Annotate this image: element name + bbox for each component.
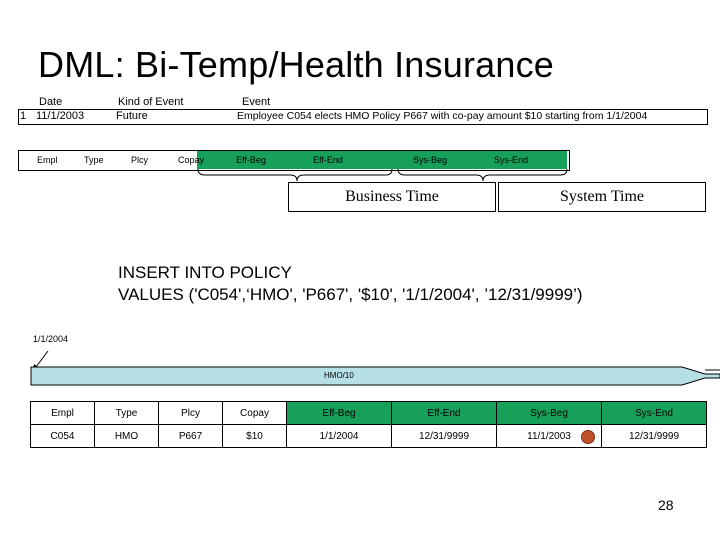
schema-col-plcy: Plcy [131,155,149,165]
header-event: Event [242,96,271,108]
result-cell-eff-beg: 1/1/2004 [287,425,392,448]
result-data-row [31,425,707,448]
result-header-plcy: Plcy [159,402,223,425]
event-row-kind: Future [116,110,148,122]
result-table [30,401,707,448]
result-cell-empl: C054 [31,425,95,448]
result-cell-eff-end: 12/31/9999 [392,425,497,448]
schema-col-sys-beg: Sys-Beg [413,155,448,165]
schema-col-eff-end: Eff-End [313,155,343,165]
header-date: Date [39,96,63,108]
schema-col-type: Type [84,155,104,165]
sql-line-2: VALUES ('C054',‘HMO', 'P667', '$10', '1/1/2004', ’12/31/9999’) [118,285,583,304]
result-header-row [31,402,707,425]
page-number: 28 [658,497,674,513]
schema-col-eff-beg: Eff-Beg [236,155,266,165]
result-header-copay: Copay [223,402,287,425]
result-header-eff-end: Eff-End [392,402,497,425]
timeline-start-date: 1/1/2004 [33,334,69,344]
result-header-type: Type [95,402,159,425]
result-cell-sys-end: 12/31/9999 [602,425,707,448]
event-row-date: 11/1/2003 [36,110,85,122]
event-row-description: Employee C054 elects HMO Policy P667 with co-pay amount $10 starting from 1/1/2004 [237,110,648,122]
result-cell-plcy: P667 [159,425,223,448]
result-header-sys-end: Sys-End [602,402,707,425]
sql-line-1: INSERT INTO POLICY [118,263,292,282]
system-time-label: System Time [498,182,706,212]
header-kind-of-event: Kind of Event [118,96,184,108]
schema-col-copay: Copay [178,155,205,165]
event-row-index: 1 [20,110,27,122]
business-time-label: Business Time [288,182,496,212]
result-header-eff-beg: Eff-Beg [287,402,392,425]
result-header-empl: Empl [31,402,95,425]
schema-col-sys-end: Sys-End [494,155,529,165]
schema-col-empl: Empl [37,155,58,165]
current-row-marker-icon [580,429,596,445]
timeline-bar [31,367,720,385]
page-title: DML: Bi-Temp/Health Insurance [38,44,555,85]
timeline-bar-label: HMO/10 [324,371,354,380]
result-cell-sys-beg: 11/1/2003 [497,425,602,448]
result-cell-type: HMO [95,425,159,448]
result-header-sys-beg: Sys-Beg [497,402,602,425]
result-cell-copay: $10 [223,425,287,448]
